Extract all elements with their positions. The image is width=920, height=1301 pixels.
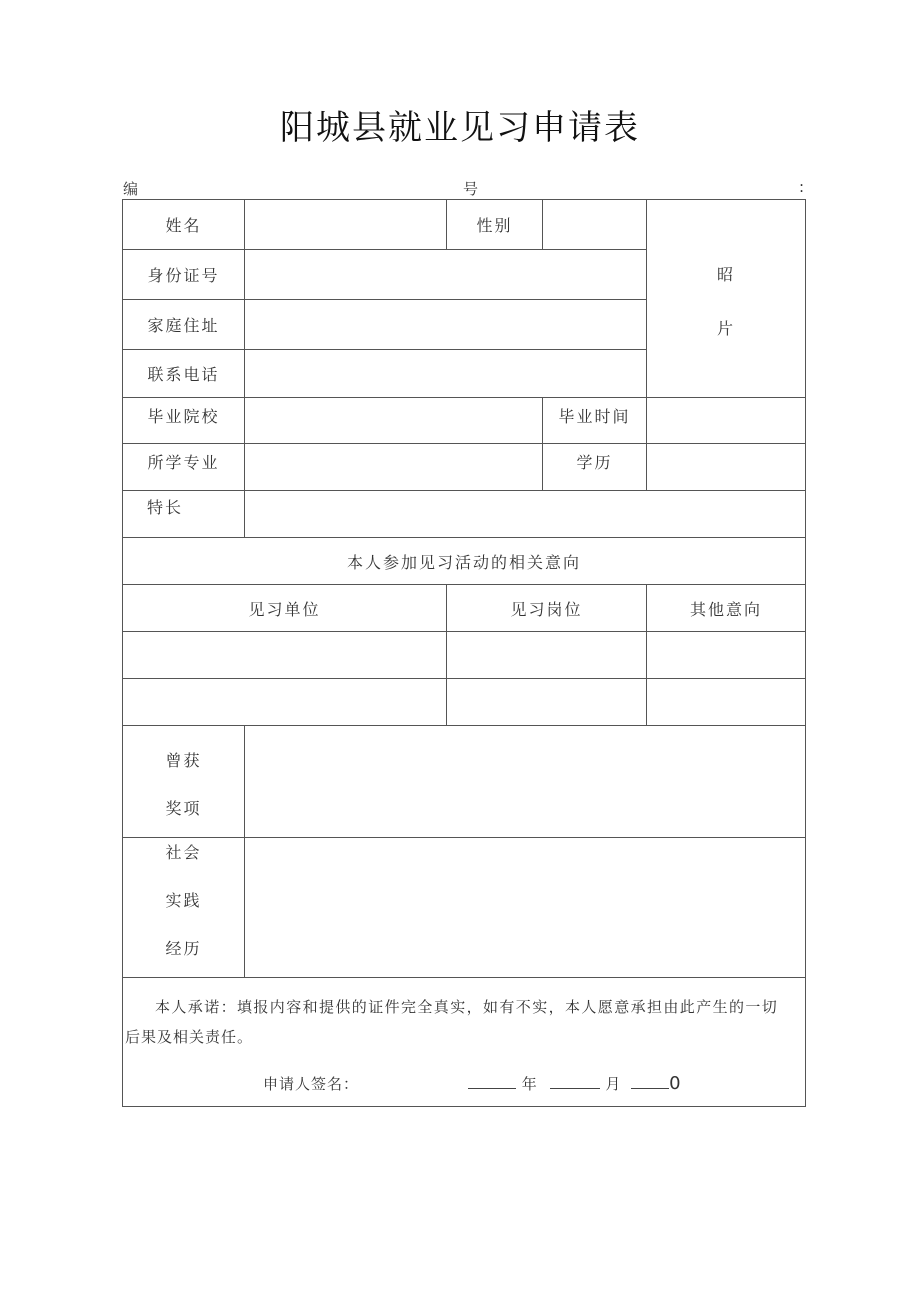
intern-unit-field-1[interactable] — [123, 632, 446, 678]
month-label: 月 — [605, 1075, 622, 1093]
phone-field[interactable] — [245, 350, 646, 397]
serial-colon: : — [799, 178, 805, 196]
intent-section-header: 本人参加见习活动的相关意向 — [346, 552, 581, 572]
awards-label — [123, 726, 244, 837]
gender-label: 性别 — [476, 216, 513, 235]
serial-label-char1: 编 — [123, 180, 139, 198]
major-label: 所学专业 — [147, 453, 220, 472]
practice-label-line2: 实践 — [165, 891, 202, 910]
photo-box[interactable] — [647, 200, 805, 397]
school-label: 毕业院校 — [147, 407, 220, 426]
school-field[interactable] — [245, 398, 542, 443]
year-label: 年 — [521, 1075, 538, 1093]
education-field[interactable] — [647, 444, 805, 490]
practice-label — [123, 838, 244, 977]
photo-label-1: 昭 — [716, 265, 735, 284]
photo-label-2: 片 — [716, 319, 735, 338]
intern-unit-field-2[interactable] — [123, 679, 446, 725]
month-blank[interactable] — [550, 1074, 600, 1089]
major-field[interactable] — [245, 444, 542, 490]
awards-label-line1: 曾获 — [165, 751, 202, 770]
intern-post-header: 见习岗位 — [510, 599, 583, 619]
address-label: 家庭住址 — [147, 316, 220, 335]
serial-number-line — [123, 178, 806, 198]
name-field[interactable] — [245, 200, 446, 249]
intern-post-field-2[interactable] — [447, 679, 646, 725]
name-label: 姓名 — [165, 216, 202, 235]
phone-label: 联系电话 — [147, 365, 220, 384]
education-label: 学历 — [576, 453, 613, 472]
grad-time-label: 毕业时间 — [558, 407, 631, 426]
other-intent-header: 其他意向 — [689, 599, 762, 619]
specialty-label: 特长 — [147, 498, 184, 517]
grad-time-field[interactable] — [647, 398, 805, 443]
specialty-field[interactable] — [245, 491, 805, 537]
practice-field[interactable] — [245, 838, 805, 977]
promise-line-1: 本人承诺：填报内容和提供的证件完全真实，如有不实，本人愿意承担由此产生的一切 — [155, 998, 779, 1016]
gender-field[interactable] — [543, 200, 646, 249]
other-intent-field-1[interactable] — [647, 632, 805, 678]
signature-date — [468, 1073, 682, 1094]
year-blank[interactable] — [468, 1074, 516, 1089]
practice-label-line1: 社会 — [165, 843, 202, 862]
signature-label: 申请人签名： — [263, 1075, 360, 1093]
day-tail: 0 — [669, 1073, 682, 1094]
practice-label-line3: 经历 — [165, 939, 202, 958]
promise-line-2: 后果及相关责任。 — [125, 1028, 254, 1046]
day-blank[interactable] — [631, 1074, 669, 1089]
serial-label-char2: 号 — [463, 180, 479, 198]
intern-post-field-1[interactable] — [447, 632, 646, 678]
form-title: 阳城县就业见习申请表 — [280, 108, 640, 148]
other-intent-field-2[interactable] — [647, 679, 805, 725]
awards-label-line2: 奖项 — [165, 799, 202, 818]
address-field[interactable] — [245, 300, 646, 349]
id-number-label: 身份证号 — [147, 266, 220, 285]
intern-unit-header: 见习单位 — [248, 599, 321, 619]
awards-field[interactable] — [245, 726, 805, 837]
id-number-field[interactable] — [245, 250, 646, 299]
